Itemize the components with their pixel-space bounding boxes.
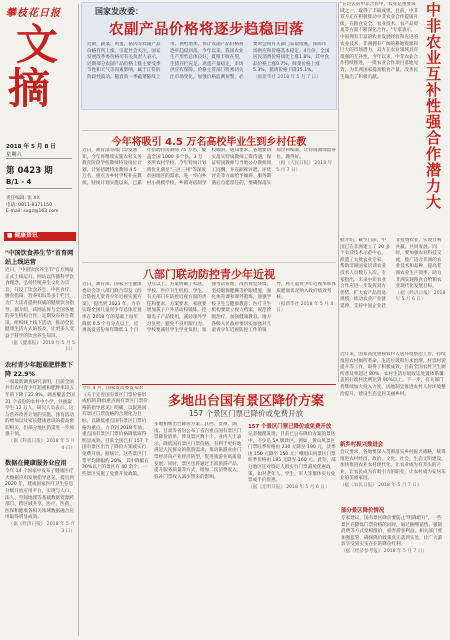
price-article-headline: 农副产品价格将逐步趋稳回落	[109, 22, 304, 38]
rural-subtitle: 新乡村振兴推进会	[340, 442, 384, 448]
scenic-side-body: 专家建议，国有景区降价要防止"明降暗升"，一些景区在降低门票价格的同时，通过捆绑销售、强制消费等方式变相涨价，损害游客利益。相关部门要加强监管，确保降价政策真正落到实处，让广大游客享受到实实在在的降价红利。	[341, 516, 443, 548]
rural-subsection	[340, 440, 446, 504]
africa-article-text	[340, 2, 420, 234]
rural-article-body: 近年来，国家高度重视农村人居环境整治工作，持续推进农村厕所革命、生活垃圾和污水治理、村容村貌提升等工作，取得了积极成效。目前全国农村卫生厕所普及率超过 80%，农村生活垃圾收运处置体系覆盖的行政村比例达到 90%以上。下一步，有关部门将继续加大投入力度，因地制宜推进农村人居环境整治提升，建设生态宜居美丽乡村。	[340, 352, 446, 397]
issue-number: 第 0423 期	[6, 166, 53, 176]
africa-article-source: （据《经济日报》 2018 年 5 月 6 日）	[395, 290, 446, 303]
myopia-headline: 八部门联动防控青少年近视	[143, 268, 275, 281]
myopia-body: 近日，教育部、国家卫生健康委员会等八部门联合印发《综合防控儿童青少年近视实施方案》，提出到 2023 年，力争实现全国儿童青少年总体近视率在 2018 年的基础上每年降低 0.5 个百分点以上，近视高发省份每年降低 1 个百分点以上。方案明确了家庭、学校、医疗卫生机构、学生、有关部门在防控近视方面的责任和要求。方案要求，家庭要增加孩子户外活动和锻炼，控制电子产品使用，减轻课外学习负担，避免不良用眼行为；学校要减轻学生学业负担，加强考试管理，改善视觉环境，坚持眼保健操等护眼措施，强化体育课和课外锻炼，加强学校卫生与健康教育；医疗卫生机构要建立视力档案，规范诊断治疗，加强健康教育。地方各级人民政府要切实加强对儿童青少年近视防控工作的领导，将儿童青少年近视率和体质健康状况纳入政府绩效考核。	[82, 282, 336, 334]
rural-source: （据《农民日报》 2018 年 5 月 7 日）	[340, 482, 422, 488]
price-article-kicker: 国家发改委：	[95, 7, 143, 16]
sidebar-article-body: 今年 14 个国家中发布了健康医疗大数据应用发展指导意见，提出到 2020 年，建成国家医疗卫生信息分级开放应用平台，实现与人口、法人、空间地理等基础数据资源跨部门、跨区域共享，医疗、医药、医保和健康各相关领域数据融合应用取得明显成效。	[5, 469, 74, 521]
sidebar-articles	[5, 244, 75, 636]
price-article-source: （据新华社 2018 年 5 月 7 日）	[253, 74, 321, 80]
phone-line: 电话: 0811-8371150	[6, 202, 53, 208]
myopia-source: （据新华社 2018 年 5 月 4 日）	[276, 301, 334, 314]
email-line: E-mail: sxgz@163.com	[6, 209, 59, 215]
scenic-side-source: （据《经济参考报》 2018 年 5 月 7 日）	[341, 548, 428, 554]
sidebar-article-title: 农村青少年超重肥胖数下降 22.9%	[5, 361, 74, 378]
scenic-body-right	[248, 422, 338, 636]
scenic-body-mid	[154, 422, 244, 636]
graduates-headline: 今年将吸引 4.5 万名高校毕业生到乡村任教	[111, 137, 307, 148]
masthead-char-zhai: 摘	[8, 64, 51, 113]
price-article-box	[81, 2, 337, 110]
graduates-source: （据《人民日报》 2018 年 5 月 7 日）	[276, 161, 333, 173]
scenic-side-title: 部分景区降价情况	[341, 508, 385, 514]
price-article-body: 近期，蔬菜、鸡蛋、猪肉等农副产品价格有所上涨，引起社会关注。国家发展改革委价格司有关负责人表示，近期部分农副产品价格上涨主要受季节性和天气等因素影响，属于正常的阶段性波动。随着新一季蔬菜陆续上市、供给增加，预计农副产品价格将逐步趋稳回落。今年以来，我国农业生产形势总体良好，夏粮丰收在望，生猪存栏充足，鸡蛋产量稳定，市场供应有保障。价格主管部门将密切关注市场变化，加强价格监测预警，必要时会同有关部门采取措施，保障市场供应和价格基本稳定。4月份，全国居民消费价格同比上涨1.8%，其中食品价格上涨0.7%，鲜菜价格上涨5.3%，猪肉价格下降15.1%。	[87, 42, 330, 80]
scenic-subheadline: 157 个景区门票已降价或免费开放	[188, 409, 304, 418]
sidebar-section-label: 健康资讯	[14, 233, 38, 239]
issue-pages: B/1 - 4	[6, 178, 32, 186]
paper-name: 攀枝花日报	[6, 8, 61, 19]
editor-line: 责任编辑: 张 XX	[6, 196, 40, 201]
issue-info	[6, 142, 72, 216]
scenic-body-left-text: 今年 4 月，国家发改委发布的《关于完善国有景区门票价格形成机制 降低重点国有景区门票价格的指导意见》明确，以促进国有景区门票价格的合理化为目标，以降低重点国有景区门票价格为重点，力争到 2018 年底，重点国有景区门票价格降低取得明显成效。目前全国已有 157 个国有景区出台了降价方案或实行免费开放。据统计，这些景区门票平均降幅约 20%，其中降幅在 30%以上的景区有 40 余个，一些景区实施了免费开放政策。	[82, 386, 149, 477]
scenic-subtitle: 157 个景区门票已降价或免费开放	[248, 424, 332, 430]
sidebar-article	[5, 248, 75, 354]
sidebar-article-title: "中国饮食养生节"首育网站上线运营	[5, 250, 74, 266]
scenic-side-column	[341, 506, 445, 636]
issue-date: 2018 年 5 月 8 日	[6, 144, 56, 150]
sidebar-section-header	[4, 232, 76, 241]
sidebar-article-body: 一项最新调查研究表明，目前全国共有农村青少年超重和肥胖率较五年前下降了22.9%。调查覆盖全国 31 个省份的农村中小学，共抽取学生 12 万人。研究人员表示，这与营养改善计划的实施、体育活动的增加以及家长健康意识的提高密切相关，但部分地区仍需进一步加强干预。	[5, 379, 75, 438]
sidebar-article	[5, 360, 75, 453]
square-icon: ■	[7, 233, 15, 239]
masthead-char-wen: 文	[16, 20, 59, 69]
africa-article-body: "在过去的中非合作中，农业是重要领域之一，取得了丰硕成果。目前，中非双方正在积极推动中非农业合作提质升级，在粮食安全、农业技术、农产品贸易等方面不断深化合作。"专家表示，中国拥有丰富的农业发展经验和先进的农业技术，非洲拥有广阔的耕地资源和巨大的市场潜力，双方在农业领域具有很强的互补性。今年以来，中非农业合作持续推进，一批农业合作项目落地见效，为非洲国家提高粮食产量、改善民生做出了积极贡献。	[340, 2, 419, 80]
sidebar-article-source: （据《科技日报》 2018 年 5 月 4 日）	[8, 439, 75, 451]
sidebar-article-source: （据《健康报》 2018 年 5 月 5 日）	[8, 340, 75, 353]
scenic-body-left	[82, 386, 150, 636]
scenic-headline: 多地出台国有景区降价方案	[167, 394, 324, 409]
africa-article-body-2: 据介绍，截至目前，中国已在非洲建立了 20 多个农业技术示范中心，派遣了大批农业专家，帮助非洲国家培训农业技术人员数万人次。专家指出，未来中非农业合作应进一步发挥双方优势，扩大农产品贸易规模，推动农业产业链延伸，支持中国企业赴非投资农业，实现互利共赢、共同发展。同时，要加强农业科技交流，推广适合非洲的农业技术和品种，提高非洲农业生产效率，助力非洲实现粮食自给和农业现代化发展目标。	[340, 238, 442, 309]
sidebar-article	[5, 458, 75, 535]
scenic-body-right-text: 记者梳理发现，目前已公布降价方案的景区中，不少是 5A 级景区。例如，黄山风景区门票旺季价格由 230 元降至 190 元，淡季由 150 元降至 150 元；峨眉山风景区门票旺季价格由 185 元降至 160 元。此外，部分地区还对特定人群实行门票减免优惠政策，如对老年人、学生、军人等群体实行免票或半价优惠。	[248, 432, 336, 484]
sidebar-article-title: 数据在健康服务业应用	[5, 460, 67, 468]
sidebar-article-source: （据《经济日报》 2018 年 5 月 3 日）	[8, 522, 75, 534]
scenic-body-mid-text: 多地相继出台降价方案。江西、贵州、湖南、甘肃等省份公布了省内重点国有景区门票降价清单，涉及景区数十个。业内人士表示，降低国有景区门票价格，有利于更好地满足人民群众的旅游需求，推动旅游业由门票经济向产业经济转型，促进旅游业高质量发展。同时，景区也将通过丰富旅游产品、提升服务质量等方式，增加二次消费收入，弥补门票收入减少带来的影响。	[154, 422, 242, 480]
graduates-body: 近日，教育部等部门印发通知，今年将继续实施农村义务教育阶段学校教师特设岗位计划，计划招聘特岗教师 4.5 万名，重点为乡村学校补充教师。特岗计划实施以来，已累计招聘特岗教师 75 万名，覆盖全国 1000 多个县、3 万多所农村学校。今年特岗计划将优先满足"三区三州"等深度贫困地区的需求，进一步向乡村小规模学校、乡镇寄宿制学校倾斜。通知要求，各地要切实落实特岗教师工资待遇，保证特岗教师与当地公办教师同工同酬，并在职称评聘、评优评先等方面给予倾斜。服务期满后自愿留任的，要确保落实岗位和编制，让特岗教师留得住、教得好。	[82, 148, 336, 186]
sidebar-article-body: 近日，"中国饮食养生节"官方网站正式上线运行。网站以传播科学饮食理念、弘扬传统养生文化为宗旨，开设了饮食养生、中医食疗、膳食指南、营养知识等多个栏目，为广大读者提供权威的健康饮食指导。据介绍，该网站将与全国各地的养生机构合作，定期发布养生资讯，组织线上线下活动，推动全民健康生活方式的普及，让更多人受益于科学的饮食养生知识。	[5, 268, 74, 339]
africa-article-headline: 中非农业互补性强合作潜力大	[424, 2, 442, 210]
issue-weekday: 星期六	[6, 152, 22, 158]
africa-article-continued	[340, 238, 446, 348]
rural-sub-body: 会议要求，各地要深入贯彻落实乡村振兴战略，统筹推进农村经济、政治、文化、社会、生态文明建设，加快推进农业农村现代化，让农业成为有奔头的产业，让农民成为有吸引力的职业，让农村成为安居乐业的美丽家园。	[340, 450, 446, 482]
graduates-article	[82, 148, 336, 258]
myopia-article	[82, 282, 336, 380]
scenic-article	[82, 386, 446, 638]
scenic-source: （据《光明日报》 2018 年 5 月 6 日）	[248, 484, 330, 490]
